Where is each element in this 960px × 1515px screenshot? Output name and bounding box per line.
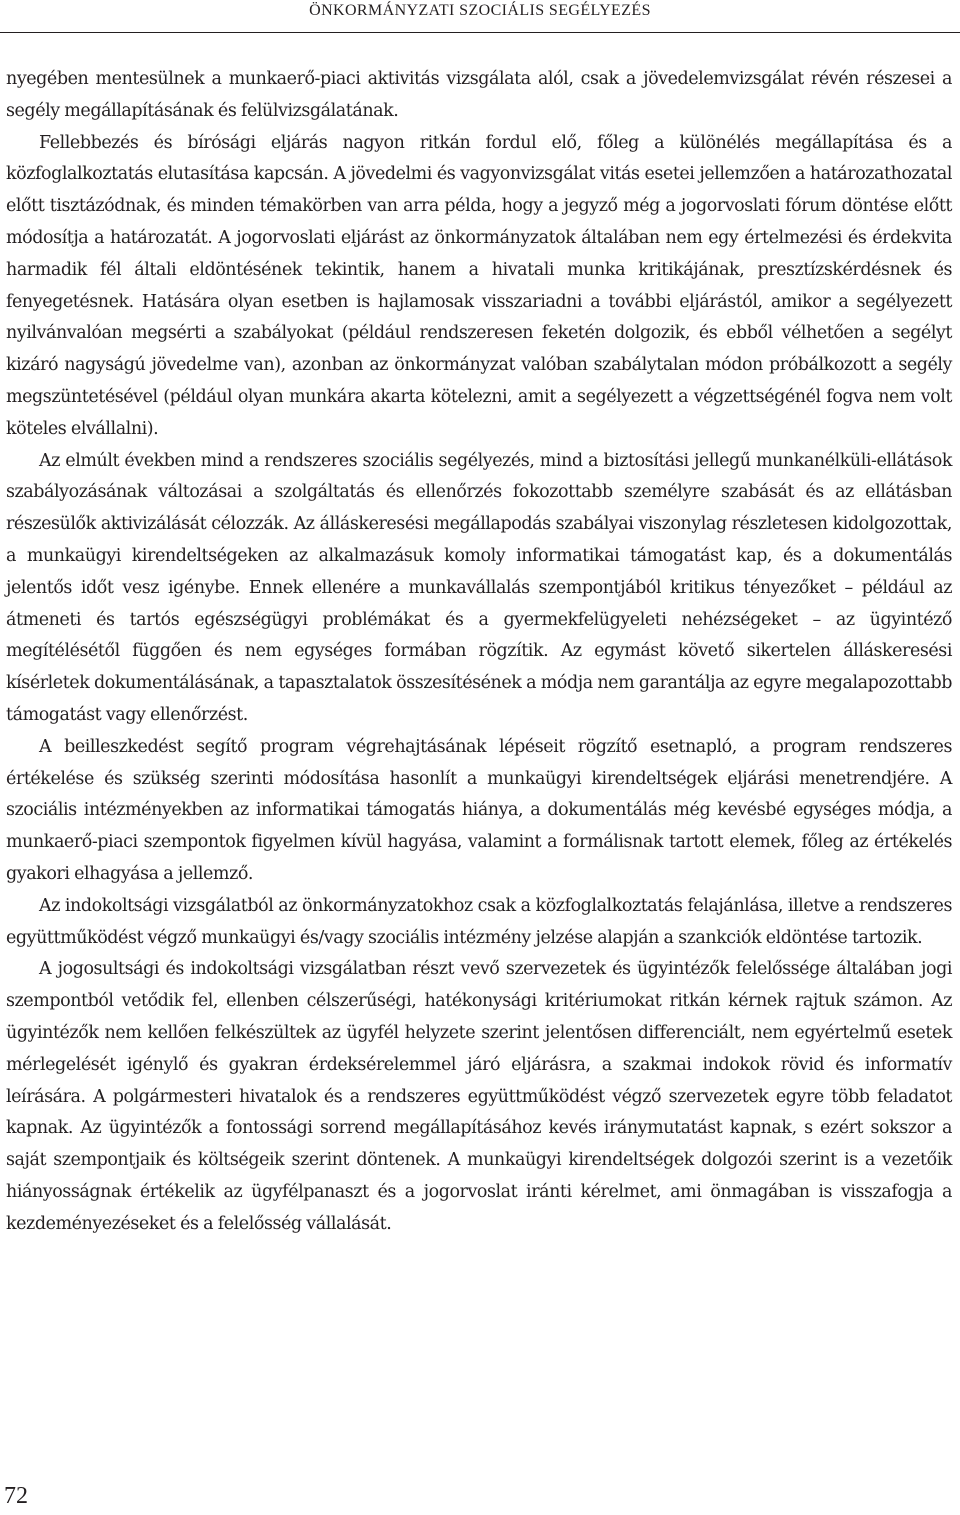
paragraph-2: Fellebbezés és bírósági eljárás nagyon ritkán fordul elő, főleg a különélés megállapítása és a közfoglalkoztatás elutasítása kapcsán. A jövedelmi és vagyonvizsgálat vitás esetei jellemzően a határozathozatal előtt tisztázódnak, és minden témakörben van arra példa, hogy a jegyző még a jogorvoslati fórum döntése előtt módosítja a határozatát. A jogorvoslati eljárást az önkormányzatok általában nem egy értelmezési és érdekvita harmadik fél általi eldöntésének tekintik, hanem a hivatali munka kritikájának, presztízskérdésnek és fenyegetésnek. Hatására olyan esetben is hajlamosak visszariadni a további eljárástól, amikor a segélyezett nyilvánvalóan megsérti a szabályokat (például rendszeresen feketén dolgozik, és ebből vélhetően a segélyt kizáró nagyságú jövedelme van), azonban az önkormányzat valóban szabálytalan módon próbálkozott a segély megszüntetésével (például olyan munkára akarta kötelezni, amit a segélyezett a végzettségénél fogva nem volt köteles elvállalni). <box>6 132 952 439</box>
header-rule <box>0 32 960 33</box>
paragraph-4: A beilleszkedést segítő program végrehajtásának lépéseit rögzítő esetnapló, a program rendszeres értékelése és szükség szerinti módosítása hasonlít a munkaügyi kirendeltségek eljárási menetrendjére. A szociális intézményekben az informatikai támogatás hiánya, a dokumentálás még kevésbé egységes módja, a munkaerő-piaci szempontok figyelmen kívül hagyása, valamint a formálisnak tartott elemek, főleg az értékelés gyakori elhagyása a jellemző. <box>6 736 952 884</box>
page-number: 72 <box>4 1483 28 1509</box>
paragraph-5: Az indokoltsági vizsgálatból az önkormányzatokhoz csak a közfoglalkoztatás felajánlása, illetve a rendszeres együttműködést végző munkaügyi és/vagy szociális intézmény jelzése alapján a szankciók eldöntése tartozik. <box>6 895 952 948</box>
running-header: ÖNKORMÁNYZATI SZOCIÁLIS SEGÉLYEZÉS <box>309 2 651 19</box>
paragraph-1: nyegében mentesülnek a munkaerő-piaci aktivitás vizsgálata alól, csak a jövedelemvizsgálat révén részesei a segély megállapításának és felülvizsgálatának. <box>6 69 952 121</box>
paragraph-3: Az elmúlt években mind a rendszeres szociális segélyezés, mind a biztosítási jellegű munkanélküli-ellátások szabályozásának változásai a szolgáltatás és ellenőrzés fokozottabb személyre szabását és az ellátásban részesülők aktivizálását célozzák. Az álláskeresési megállapodás szabályai viszonylag részletesen kidolgozottak, a munkaügyi kirendeltségeken az alkalmazásuk komoly informatikai támogatást kap, és a dokumentálás jelentős időt vesz igénybe. Ennek ellenére a munkavállalás szempontjából kritikus tényezőket – például az átmeneti és tartós egészségügyi problémákat és a gyermekfelügyeleti nehézségeket – az ügyintéző megítélésétől függően és nem egységes formában rögzítik. Az egymást követő sikertelen álláskeresési kísérletek dokumentálásának, a tapasztalatok összesítésének a módja nem garantálja az egyre megalapozottabb támogatást vagy ellenőrzést. <box>6 450 952 725</box>
body-text <box>6 64 952 1240</box>
paragraph-6: A jogosultsági és indokoltsági vizsgálatban részt vevő szervezetek és ügyintézők felelőssége általában jogi szempontból vetődik fel, ellenben célszerűségi, hatékonysági kritériumokat ritkán kérnek rajtuk számon. Az ügyintézők nem kellően felkészültek az ügyfél helyzete szerint jelentősen differenciált, nem egyértelmű esetek mérlegelését igénylő és gyakran érdeksérelemmel járó eljárásra, a szakmai indokok rövid és informatív leírására. A polgármesteri hivatalok és a rendszeres együttműködést végző szervezetek egyre több feladatot kapnak. Az ügyintézők a fontossági sorrend megállapításához kevés iránymutatást kapnak, s ezért sokszor a saját szempontjaik és költségeik szerint döntenek. A munkaügyi kirendeltségek dolgozói szerint is a vezetőik hiányosságnak értékelik az ügyfélpanaszt és a jogorvoslat iránti kérelmet, ami önmagában is visszafogja a kezdeményezéseket és a felelősség vállalását. <box>6 959 952 1234</box>
